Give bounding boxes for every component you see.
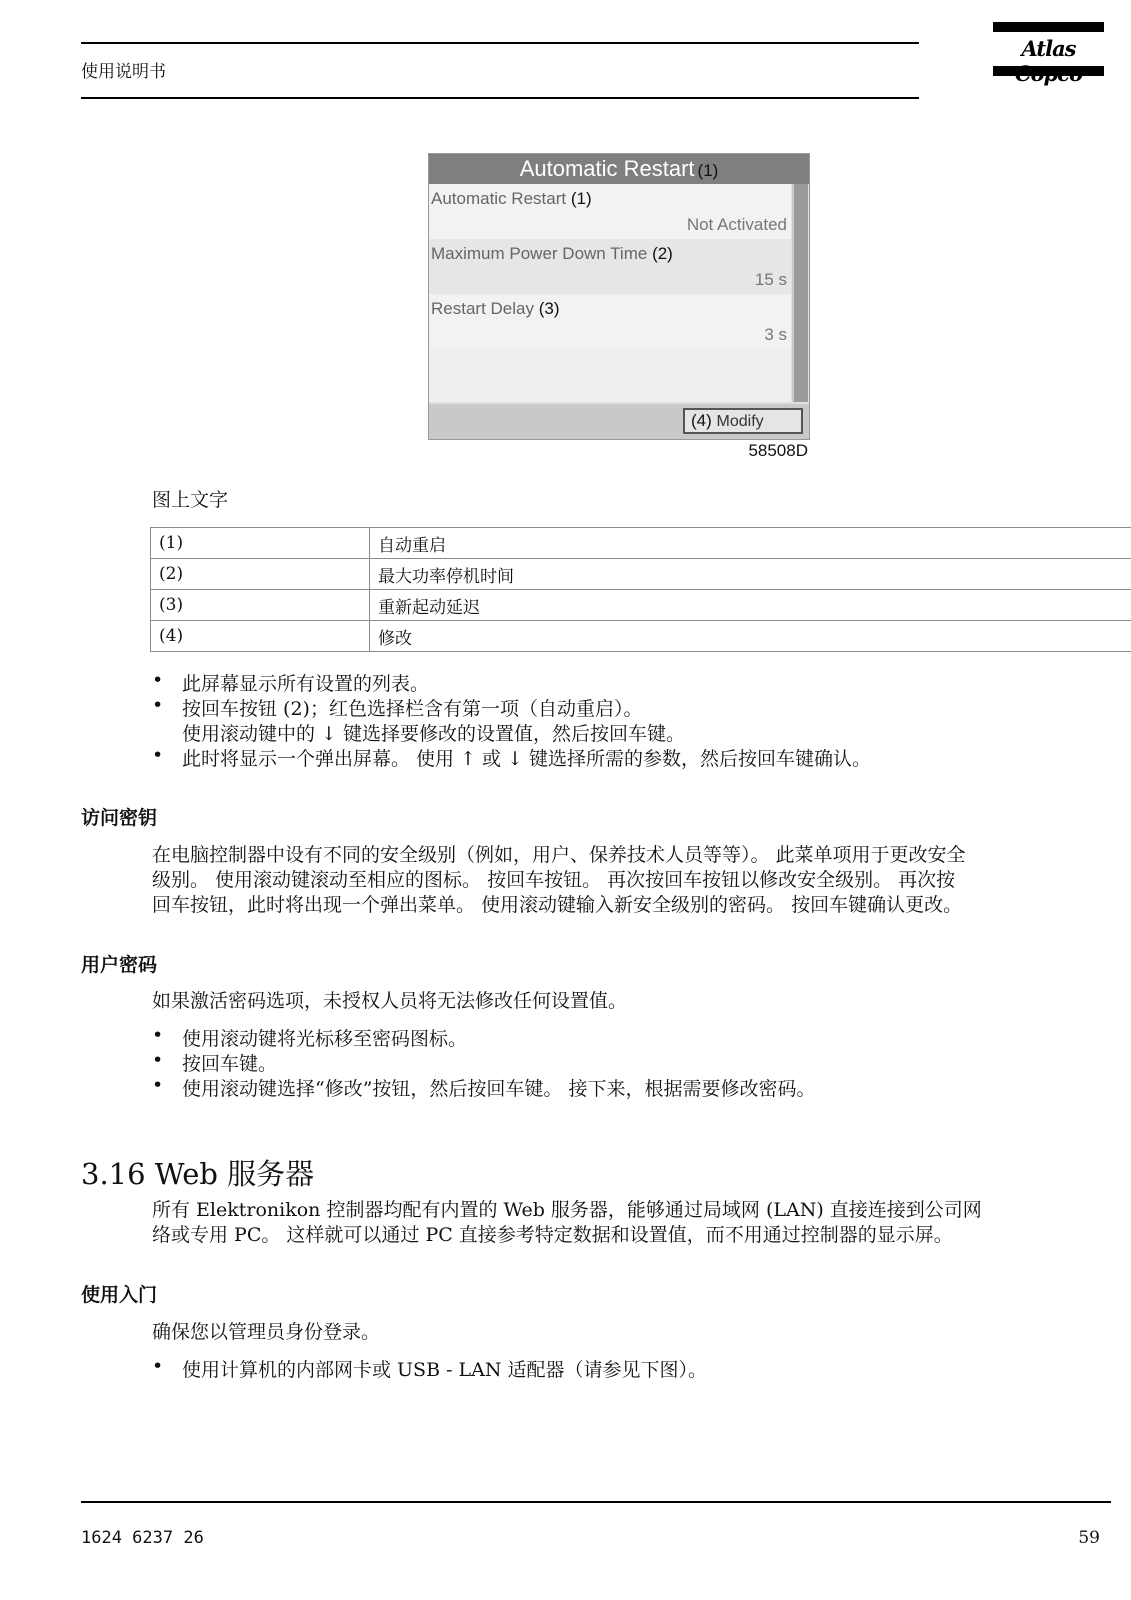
list-item: 此屏幕显示所有设置的列表。 [182,673,430,695]
table-row [151,559,1131,590]
logo-bar-bottom [993,66,1104,76]
figure-caption: 图上文字 [152,489,229,511]
paragraph-line: 络或专用 PC。 这样就可以通过 PC 直接参考特定数据和设置值，而不用通过控制器的显示屏。 [152,1224,953,1246]
heading-getting-started: 使用入门 [81,1284,158,1306]
setting-row-automatic-restart [429,184,791,239]
header-top-rule [81,42,919,44]
screen-settings-list [429,184,791,402]
paragraph-line: 回车按钮，此时将出现一个弹出菜单。 使用滚动键输入新安全级别的密码。 按回车键确认更改。 [152,894,963,916]
list-item: 此时将显示一个弹出屏幕。 使用 ↑ 或 ↓ 键选择所需的参数，然后按回车键确认。 [182,748,872,770]
list-item: 按回车键。 [182,1053,278,1075]
setting-value: Not Activated [686,215,787,234]
setting-value: 3 s [764,325,787,344]
paragraph-line: 所有 Elektronikon 控制器均配有内置的 Web 服务器，能够通过局域网 (LAN) 直接连接到公司网 [152,1199,982,1221]
bullet-dot: • [152,1074,164,1096]
list-item: 使用滚动键将光标移至密码图标。 [182,1028,468,1050]
list-item: 使用滚动键选择“修改”按钮，然后按回车键。 接下来，根据需要修改密码。 [182,1078,816,1100]
legend-text: 最大功率停机时间 [370,559,1131,590]
page-number: 59 [1078,1528,1100,1548]
table-row [151,590,1131,621]
legend-key: (3) [151,590,370,621]
footer-rule [81,1501,1111,1503]
section-heading: 3.16 Web 服务器 [81,1157,315,1191]
paragraph-line: 在电脑控制器中设有不同的安全级别（例如，用户、保养技术人员等等）。 此菜单项用于更改安全 [152,844,966,866]
controller-screen-figure [428,153,810,440]
bullet-dot: • [152,669,164,691]
setting-row-restart-delay [429,294,791,349]
figure-code: 58508D [748,441,808,460]
screen-scrollbar [792,184,808,402]
logo-text: Atlas [1021,36,1076,61]
legend-text: 修改 [370,621,1131,652]
legend-table [150,527,1131,652]
setting-label: Maximum Power Down Time (2) [431,244,673,263]
paragraph-line: 如果激活密码选项，未授权人员将无法修改任何设置值。 [152,990,628,1012]
screen-footer-bar [429,404,809,439]
paragraph-line: 确保您以管理员身份登录。 [152,1321,381,1343]
header-bottom-rule [81,97,919,99]
legend-text: 自动重启 [370,528,1131,559]
list-item-continuation: 使用滚动键中的 ↓ 键选择要修改的设置值，然后按回车键。 [182,723,686,745]
paragraph-line: 级别。 使用滚动键滚动至相应的图标。 按回车按钮。 再次按回车按钮以修改安全级别。 再次按 [152,869,956,891]
screen-title-number: (1) [697,161,719,180]
setting-row-empty [429,349,791,402]
legend-key: (4) [151,621,370,652]
heading-access-key: 访问密钥 [81,807,158,829]
list-item: 按回车按钮 (2)；红色选择栏含有第一项（自动重启）。 [182,698,643,720]
bullet-dot: • [152,694,164,716]
setting-value: 15 s [754,270,787,289]
legend-text: 重新起动延迟 [370,590,1131,621]
atlas-copco-logo [993,22,1104,76]
setting-label: Restart Delay (3) [431,299,560,318]
header-title: 使用说明书 [81,62,166,82]
list-item: 使用计算机的内部网卡或 USB - LAN 适配器（请参见下图）。 [182,1359,708,1381]
bullet-dot: • [152,1049,164,1071]
document-code: 1624 6237 26 [81,1528,204,1548]
screen-title-bar [429,154,809,184]
bullet-dot: • [152,1355,164,1377]
legend-key: (1) [151,528,370,559]
setting-label: Automatic Restart (1) [431,189,592,208]
table-row [151,621,1131,652]
screen-title: Automatic Restart [519,156,695,181]
heading-user-password: 用户密码 [81,954,158,976]
logo-bar-top [993,22,1104,32]
legend-key: (2) [151,559,370,590]
setting-row-max-power-down-time [429,239,791,294]
bullet-dot: • [152,744,164,766]
bullet-dot: • [152,1024,164,1046]
table-row [151,528,1131,559]
modify-button: (4) Modify [683,408,803,434]
